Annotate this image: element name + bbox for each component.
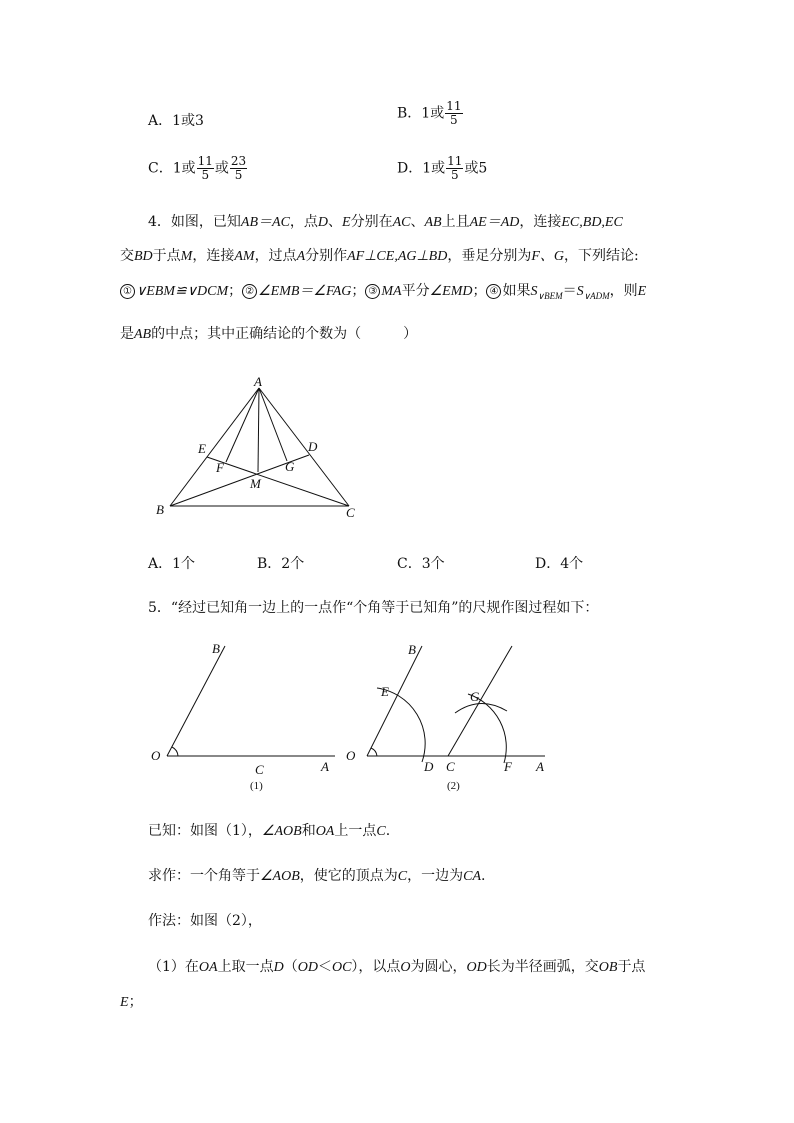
label-m: M <box>250 476 261 491</box>
label-c: C <box>255 762 264 777</box>
label-e: E <box>198 441 206 456</box>
segment-am <box>258 388 259 472</box>
q5-figure-2 <box>340 640 550 795</box>
segment-ac <box>259 388 349 506</box>
label-a: A <box>536 759 544 774</box>
label-g: G <box>470 689 480 704</box>
q4-line-2: 交BD于点M，连接AM，过点A分别作AF⊥CE,AG⊥BD，垂足分别为F、G，下列结论: <box>120 248 639 264</box>
label-f: F <box>216 460 224 475</box>
label-b: B <box>156 502 164 517</box>
label-o: O <box>151 748 161 763</box>
segment-ec <box>207 457 349 506</box>
segment-ab <box>170 388 259 506</box>
q5-known: 已知：如图（1），∠AOB和OA上一点C. <box>148 823 391 839</box>
q4-option-a: A．1个 <box>148 556 196 572</box>
q5-figure-1 <box>145 640 340 795</box>
label-a: A <box>254 374 262 389</box>
q5-step-1-cont: E； <box>120 994 143 1010</box>
label-g: G <box>285 459 295 474</box>
q5-method: 作法：如图（2）， <box>148 913 262 929</box>
label-b: B <box>408 642 416 657</box>
ray-ob <box>167 646 225 756</box>
label-c: C <box>446 759 455 774</box>
label-c: C <box>346 505 355 520</box>
q3-option-d: D．1或 $\frac{11}{5}$ 或5 <box>397 154 488 182</box>
q4-option-b: B．2个 <box>257 556 305 572</box>
fraction: $\frac{11}{5}$ <box>197 154 213 182</box>
q4-triangle-figure <box>150 370 370 525</box>
q3-option-a: A．1或3 <box>148 113 204 129</box>
fraction: $\frac{11}{5}$ <box>447 154 463 182</box>
label-d: D <box>424 759 434 774</box>
label-b: B <box>212 641 220 656</box>
caption: (2) <box>447 780 460 792</box>
label-f: F <box>504 759 512 774</box>
q3-option-b: B．1或 $\frac{11}{5}$ <box>397 99 462 127</box>
q4-option-c: C．3个 <box>397 556 445 572</box>
segment-ag <box>259 388 287 461</box>
arc-g <box>455 703 507 713</box>
fraction: $\frac{23}{5}$ <box>230 154 247 182</box>
q4-option-d: D．4个 <box>535 556 584 572</box>
label-d: D <box>308 439 318 454</box>
angle-arc <box>371 748 377 756</box>
fraction: $\frac{11}{5}$ <box>446 99 462 127</box>
label-o: O <box>346 748 356 763</box>
ray-cg <box>448 646 512 756</box>
q4-line-1: 4．如图，已知AB＝AC，点D、E分别在AC、AB上且AE＝AD，连接EC,BD,EC <box>148 214 623 230</box>
q5-intro: 5．“经过已知角一边上的一点作“个角等于已知角”的尺规作图过程如下： <box>148 600 599 616</box>
q5-task: 求作：一个角等于∠AOB，使它的顶点为C，一边为CA. <box>148 868 486 884</box>
q5-step-1: （1）在OA上取一点D（OD＜OC），以点O为圆心，OD长为半径画弧，交OB于点 <box>148 959 646 975</box>
angle-arc <box>172 747 178 756</box>
q4-line-3: ① ∨EBM≌∨DCM； ② ∠EMB＝∠FAG； ③ MA平分∠EMD； ④ 如果$S_{\vee BEM}=S_{\vee ADM}$，则E <box>120 280 646 302</box>
q4-line-4: 是AB的中点；其中正确结论的个数为（ ） <box>120 326 418 342</box>
label-e: E <box>381 684 389 699</box>
caption: (1) <box>250 780 263 792</box>
ray-ob <box>367 646 422 756</box>
q3-option-c: C．1或 $\frac{11}{5}$ 或 $\frac{23}{5}$ <box>148 154 247 182</box>
label-a: A <box>321 759 329 774</box>
arc-de <box>377 688 425 762</box>
